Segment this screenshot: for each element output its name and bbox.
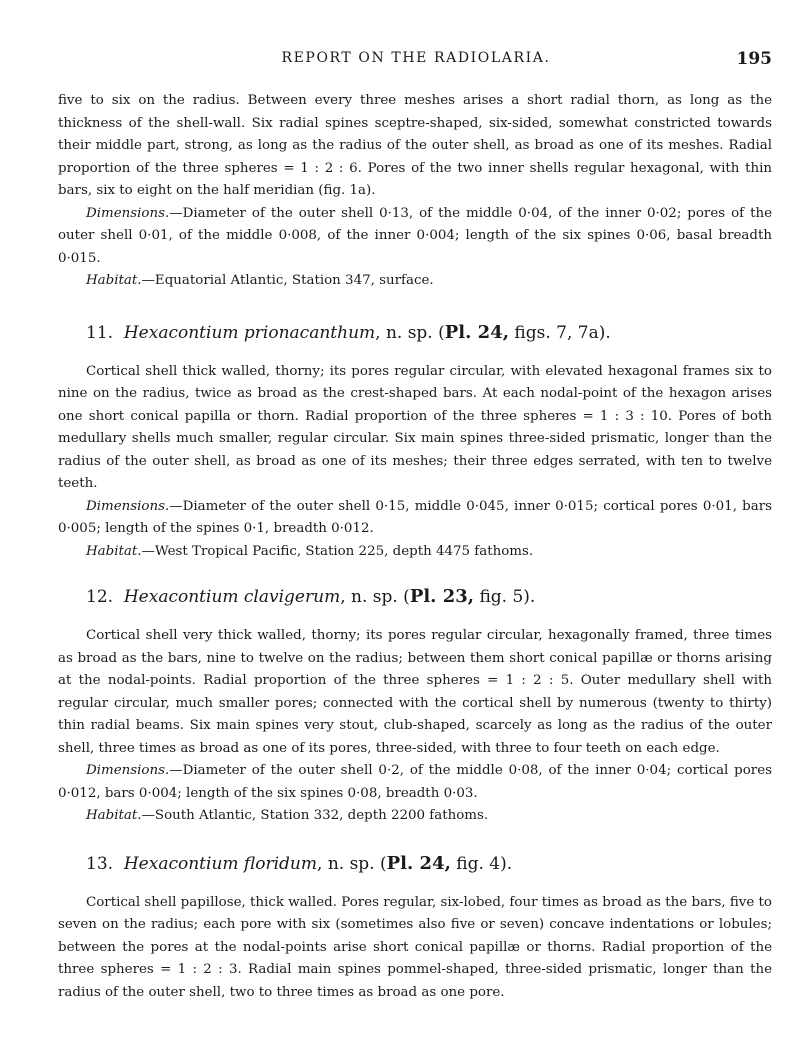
dimensions-paragraph [58,203,772,271]
running-head: REPORT ON THE RADIOLARIA. [281,50,551,66]
page-header [60,50,772,72]
species-author: , n. sp. ( [340,587,410,607]
plate-reference: Pl. 24, [386,852,451,874]
dimensions-text: —Diameter of the outer shell 0·13, of the middle 0·04, of the inner 0·02; pores of the outer shell 0·01, of the middle 0·008, of the inner 0·004; length of the six spines 0·06, basal breadth 0·015. [58,205,772,266]
continued-species-block [58,90,772,293]
figure-reference: figs. 7, 7a). [509,322,611,343]
habitat-label: Habitat. [86,273,142,288]
habitat-paragraph [58,805,772,828]
habitat-paragraph [58,270,772,293]
description-paragraph: Cortical shell very thick walled, thorny; its pores regular circular, hexagonally framed, three times as broad as the bars, nine to twelve on the radius; between them short conical papillæ or thorns arising at the nodal-points. Radial proportion of the three spheres = 1 : 2 : 5. Outer medullary shell with regular circular, much smaller pores; connected with the cortical shell by numerous (twenty to thirty) thin radial beams. Six main spines very stout, club-shaped, scarcely as long as the radius of the outer shell, three times as broad as one of its pores, three-sided, with three to four teeth on each edge. [58,628,772,756]
species-number: 13. [86,853,114,874]
dimensions-paragraph [58,760,772,805]
habitat-text: —South Atlantic, Station 332, depth 2200 fathoms. [141,808,489,823]
habitat-label: Habitat. [86,808,142,823]
species-author: , n. sp. ( [375,322,445,343]
page-number: 195 [736,49,772,69]
page-body [58,90,772,1004]
dimensions-label: Dimensions. [86,498,170,514]
species-section-13 [58,852,772,1005]
plate-reference: Pl. 23, [409,586,475,607]
dimensions-label: Dimensions. [86,763,170,778]
description-paragraph: Cortical shell thick walled, thorny; its pores regular circular, with elevated hexagonal frames six to nine on the radius, twice as broad as the crest-shaped bars. At each nodal-point of the hexagon arises one short conical papilla or thorn. Radial proportion of the three spheres = 1 : 3 : 10. Pores of both medullary shells much smaller, regular circular. Six main spines three-sided prismatic, longer than the radius of the outer shell, as broad as one of its meshes; their three edges serrated, with ten to twelve teeth. [58,363,772,491]
species-section-12 [58,585,772,828]
description-paragraph: five to six on the radius. Between every three meshes arises a short radial thorn, as long as the thickness of the shell-wall. Six radial spines sceptre-shaped, six-sided, somewhat constricted towards their middle part, strong, as long as the radius of the outer shell, as broad as one of its meshes. Radial proportion of the three spheres = 1 : 2 : 6. Pores of the two inner shells regular hexagonal, with thin bars, six to eight on the half meridian (fig. 1a). [58,93,772,198]
species-number: 12. [86,587,114,607]
dimensions-text: —Diameter of the outer shell 0·2, of the middle 0·08, of the inner 0·04; cortical pores 0·012, bars 0·004; length of the six spines 0·08, breadth 0·03. [58,763,772,801]
species-heading [86,852,772,876]
figure-reference: fig. 4). [450,853,513,874]
habitat-text: —Equatorial Atlantic, Station 347, surface. [141,273,434,288]
habitat-label: Habitat. [86,543,142,559]
species-section-11 [58,321,772,564]
species-name: Hexacontium prionacanthum [123,322,376,343]
species-name: Hexacontium floridum [123,853,318,874]
species-number: 11. [86,322,114,343]
dimensions-text: —Diameter of the outer shell 0·15, middle 0·045, inner 0·015; cortical pores 0·01, bars 0·005; length of the spines 0·1, breadth 0·012. [58,498,772,536]
habitat-text: —West Tropical Pacific, Station 225, depth 4475 fathoms. [141,543,534,559]
species-author: , n. sp. ( [317,853,387,874]
description-paragraph: Cortical shell papillose, thick walled. Pores regular, six-lobed, four times as broad as the bars, five to seven on the radius; each pore with six (sometimes also five or seven) concave indentations or lobules; between the pores at the nodal-points arise short conical papillæ or thorns. Radial proportion of the three spheres = 1 : 2 : 3. Radial main spines pommel-shaped, three-sided prismatic, longer than the radius of the outer shell, two to three times as broad as one pore. [58,894,772,1000]
figure-reference: fig. 5). [474,587,536,607]
plate-reference: Pl. 24, [444,321,509,343]
dimensions-paragraph [58,496,772,541]
habitat-paragraph [58,541,772,564]
species-name: Hexacontium clavigerum [123,587,341,607]
species-heading [86,321,772,345]
species-heading [86,585,772,609]
dimensions-label: Dimensions. [86,205,170,221]
